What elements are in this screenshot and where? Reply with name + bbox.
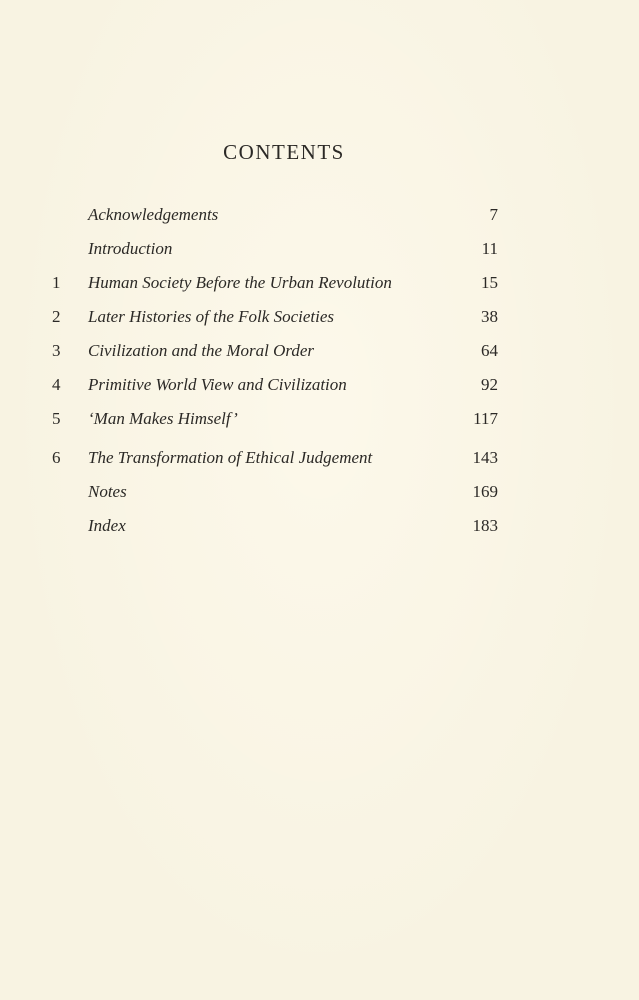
chapter-title: Civilization and the Moral Order [88,341,315,360]
chapter-title: The Transformation of Ethical Judgement [88,448,373,467]
page-number: 64 [481,341,498,360]
chapter-number: 5 [52,409,61,428]
chapter-title: Human Society Before the Urban Revolution [88,273,392,292]
toc-entry [52,368,512,402]
page-number: 15 [481,273,498,292]
toc-entry [52,232,512,266]
toc-entry [52,198,512,232]
table-of-contents [52,198,512,543]
page-number: 92 [481,375,498,394]
chapter-number: 2 [52,307,61,326]
chapter-title: ‘Man Makes Himself’ [88,409,238,428]
page-number: 7 [489,205,498,224]
page-number: 169 [472,482,498,501]
chapter-number: 3 [52,341,61,360]
chapter-title: Acknowledgements [88,205,219,224]
chapter-title: Introduction [88,239,173,258]
chapter-title: Index [88,516,126,535]
toc-entry [52,475,512,509]
toc-entry [52,402,512,436]
toc-entry [52,441,512,475]
chapter-title: Notes [88,482,127,501]
chapter-title: Primitive World View and Civilization [88,375,347,394]
toc-entry [52,334,512,368]
chapter-number: 6 [52,448,61,467]
page-number: 117 [473,409,498,428]
chapter-title: Later Histories of the Folk Societies [88,307,334,326]
page-title: CONTENTS [223,140,345,164]
chapter-number: 4 [52,375,61,394]
page-number: 183 [472,516,498,535]
toc-entry [52,509,512,543]
chapter-number: 1 [52,273,61,292]
toc-entry [52,300,512,334]
page-number: 11 [481,239,498,258]
page-number: 38 [481,307,498,326]
page-number: 143 [472,448,498,467]
toc-entry [52,266,512,300]
